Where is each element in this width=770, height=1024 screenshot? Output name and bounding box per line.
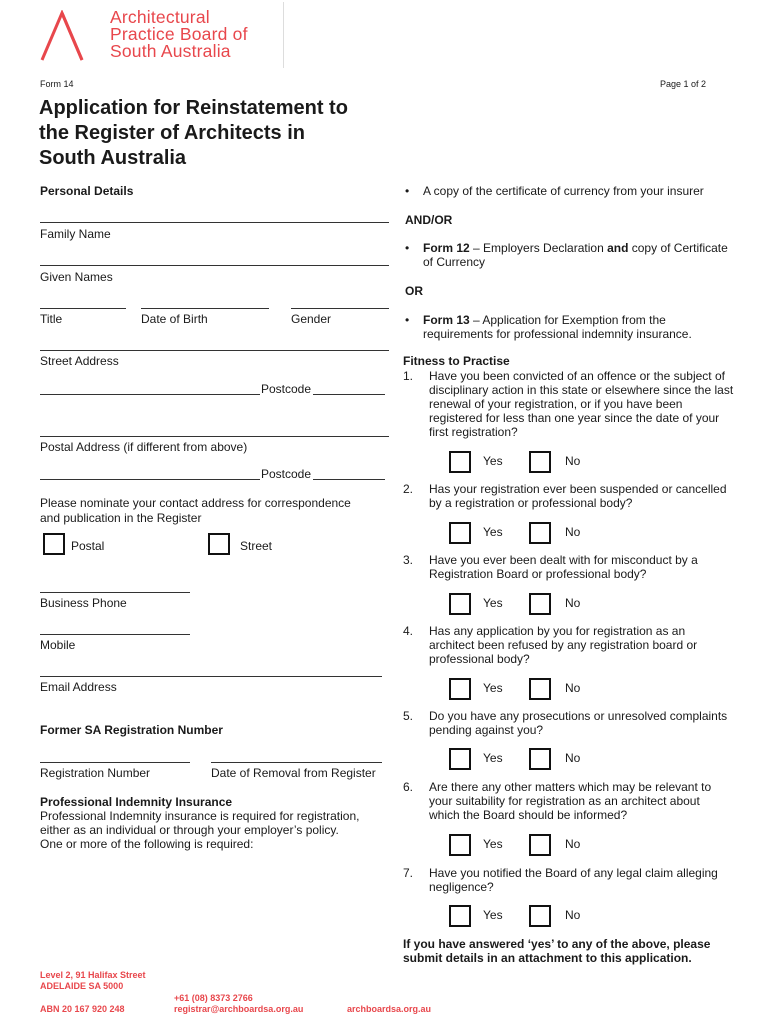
no-label: No bbox=[565, 525, 581, 539]
q7-yes-checkbox[interactable] bbox=[449, 905, 471, 927]
indemnity-text-3: One or more of the following is required: bbox=[40, 837, 254, 851]
question-3-text: Have you ever been dealt with for misconduct by a Registration Board or professional body? bbox=[429, 553, 698, 581]
question-5-text: Do you have any prosecutions or unresolved complaints pending against you? bbox=[429, 709, 728, 737]
nominate-text-2: and publication in the Register bbox=[40, 511, 202, 525]
indemnity-text-2: either as an individual or through your employer’s policy. bbox=[40, 823, 339, 837]
street-address-line2-field[interactable] bbox=[40, 394, 260, 395]
postal-checkbox[interactable] bbox=[43, 533, 65, 555]
page-info: Page 1 of 2 bbox=[660, 79, 707, 89]
q1-no-checkbox[interactable] bbox=[529, 451, 551, 473]
no-label: No bbox=[565, 454, 581, 468]
footer-address-2: ADELAIDE SA 5000 bbox=[40, 981, 124, 991]
question-number: 5. bbox=[403, 709, 414, 723]
requirement-certificate: A copy of the certificate of currency from your insurer bbox=[423, 184, 704, 198]
bullet: • bbox=[405, 184, 410, 198]
header-divider bbox=[283, 2, 284, 68]
postal-address-line2-field[interactable] bbox=[40, 479, 260, 480]
gender-field[interactable] bbox=[291, 308, 389, 309]
business-phone-field[interactable] bbox=[40, 592, 190, 593]
q1-yes-checkbox[interactable] bbox=[449, 451, 471, 473]
family-name-label: Family Name bbox=[40, 227, 111, 241]
given-names-field[interactable] bbox=[40, 265, 389, 266]
removal-date-field[interactable] bbox=[211, 762, 382, 763]
requirement-form12: Form 12 – Employers Declaration and copy of Certificate bbox=[423, 241, 728, 255]
no-label: No bbox=[565, 681, 581, 695]
q6-yes-checkbox[interactable] bbox=[449, 834, 471, 856]
postal-option-label: Postal bbox=[71, 539, 105, 553]
postal-address-label: Postal Address (if different from above) bbox=[40, 440, 248, 454]
bullet: • bbox=[405, 241, 410, 255]
q3-no-checkbox[interactable] bbox=[529, 593, 551, 615]
indemnity-heading: Professional Indemnity Insurance bbox=[40, 795, 233, 809]
footer-address-1: Level 2, 91 Halifax Street bbox=[40, 970, 146, 980]
postcode-field[interactable] bbox=[313, 394, 385, 395]
requirement-form12-line2: of Currency bbox=[423, 255, 486, 269]
yes-label: Yes bbox=[483, 525, 503, 539]
yes-label: Yes bbox=[483, 751, 503, 765]
footer-email-link[interactable]: registrar@archboardsa.org.au bbox=[174, 1004, 304, 1014]
street-option-label: Street bbox=[240, 539, 273, 553]
business-phone-label: Business Phone bbox=[40, 596, 127, 610]
family-name-field[interactable] bbox=[40, 222, 389, 223]
q3-yes-checkbox[interactable] bbox=[449, 593, 471, 615]
requirement-form13: Form 13 – Application for Exemption from the bbox=[423, 313, 666, 327]
indemnity-text-1: Professional Indemnity insurance is required for registration, bbox=[40, 809, 360, 823]
question-6-text: Are there any other matters which may be relevant to your suitability for registration as an architect about which the Board should be informed? bbox=[429, 780, 712, 822]
q7-no-checkbox[interactable] bbox=[529, 905, 551, 927]
question-1-text: Have you been convicted of an offence or the subject of disciplinary action in this state or elsewhere since the last renewal of your registration, or if you have been registered for less than one year since the date of your first registration? bbox=[429, 369, 734, 439]
q5-no-checkbox[interactable] bbox=[529, 748, 551, 770]
postcode-label: Postcode bbox=[261, 382, 312, 396]
question-number: 2. bbox=[403, 482, 414, 496]
footer-phone: +61 (08) 8373 2766 bbox=[174, 993, 253, 1003]
registration-number-label: Registration Number bbox=[40, 766, 151, 780]
given-names-label: Given Names bbox=[40, 270, 113, 284]
question-4-text: Has any application by you for registration as an architect been refused by any registration board or professional body? bbox=[429, 624, 698, 666]
no-label: No bbox=[565, 908, 581, 922]
street-checkbox[interactable] bbox=[208, 533, 230, 555]
yes-label: Yes bbox=[483, 908, 503, 922]
title-label: Title bbox=[40, 312, 63, 326]
email-label: Email Address bbox=[40, 680, 117, 694]
board-name: Architectural Practice Board of South Australia bbox=[110, 7, 248, 61]
postal-postcode-label: Postcode bbox=[261, 467, 312, 481]
postal-postcode-field[interactable] bbox=[313, 479, 385, 480]
question-2-text: Has your registration ever been suspended or cancelled by a registration or professional body? bbox=[429, 482, 727, 510]
yes-note-1: If you have answered ‘yes’ to any of the above, please bbox=[403, 937, 711, 951]
q4-yes-checkbox[interactable] bbox=[449, 678, 471, 700]
question-7-text: Have you notified the Board of any legal claim alleging negligence? bbox=[429, 866, 718, 894]
no-label: No bbox=[565, 751, 581, 765]
no-label: No bbox=[565, 596, 581, 610]
street-address-label: Street Address bbox=[40, 354, 119, 368]
question-number: 6. bbox=[403, 780, 414, 794]
q2-no-checkbox[interactable] bbox=[529, 522, 551, 544]
footer-abn: ABN 20 167 920 248 bbox=[40, 1004, 125, 1014]
no-label: No bbox=[565, 837, 581, 851]
question-number: 3. bbox=[403, 553, 414, 567]
bullet: • bbox=[405, 313, 410, 327]
email-field[interactable] bbox=[40, 676, 382, 677]
yes-label: Yes bbox=[483, 837, 503, 851]
gender-label: Gender bbox=[291, 312, 332, 326]
nominate-text-1: Please nominate your contact address for correspondence bbox=[40, 496, 351, 510]
yes-label: Yes bbox=[483, 681, 503, 695]
requirement-form13-line2: requirements for professional indemnity insurance. bbox=[423, 327, 692, 341]
yes-note-2: submit details in an attachment to this application. bbox=[403, 951, 692, 965]
footer-website-link[interactable]: archboardsa.org.au bbox=[347, 1004, 432, 1014]
personal-details-heading: Personal Details bbox=[40, 184, 134, 198]
question-number: 1. bbox=[403, 369, 414, 383]
andor-label: AND/OR bbox=[405, 213, 453, 227]
mobile-field[interactable] bbox=[40, 634, 190, 635]
q4-no-checkbox[interactable] bbox=[529, 678, 551, 700]
board-logo-icon bbox=[38, 10, 98, 62]
dob-label: Date of Birth bbox=[141, 312, 208, 326]
yes-label: Yes bbox=[483, 596, 503, 610]
q2-yes-checkbox[interactable] bbox=[449, 522, 471, 544]
question-number: 7. bbox=[403, 866, 414, 880]
question-number: 4. bbox=[403, 624, 414, 638]
registration-number-field[interactable] bbox=[40, 762, 190, 763]
dob-field[interactable] bbox=[141, 308, 269, 309]
or-label: OR bbox=[405, 284, 423, 298]
mobile-label: Mobile bbox=[40, 638, 76, 652]
former-registration-heading: Former SA Registration Number bbox=[40, 723, 223, 737]
form-number: Form 14 bbox=[40, 79, 74, 89]
yes-label: Yes bbox=[483, 454, 503, 468]
removal-date-label: Date of Removal from Register bbox=[211, 766, 376, 780]
postal-address-field[interactable] bbox=[40, 436, 389, 437]
q6-no-checkbox[interactable] bbox=[529, 834, 551, 856]
fitness-heading: Fitness to Practise bbox=[403, 354, 510, 368]
page-title: Application for Reinstatement to the Register of Architects in South Australia bbox=[39, 97, 348, 169]
street-address-field[interactable] bbox=[40, 350, 389, 351]
q5-yes-checkbox[interactable] bbox=[449, 748, 471, 770]
title-field[interactable] bbox=[40, 308, 126, 309]
